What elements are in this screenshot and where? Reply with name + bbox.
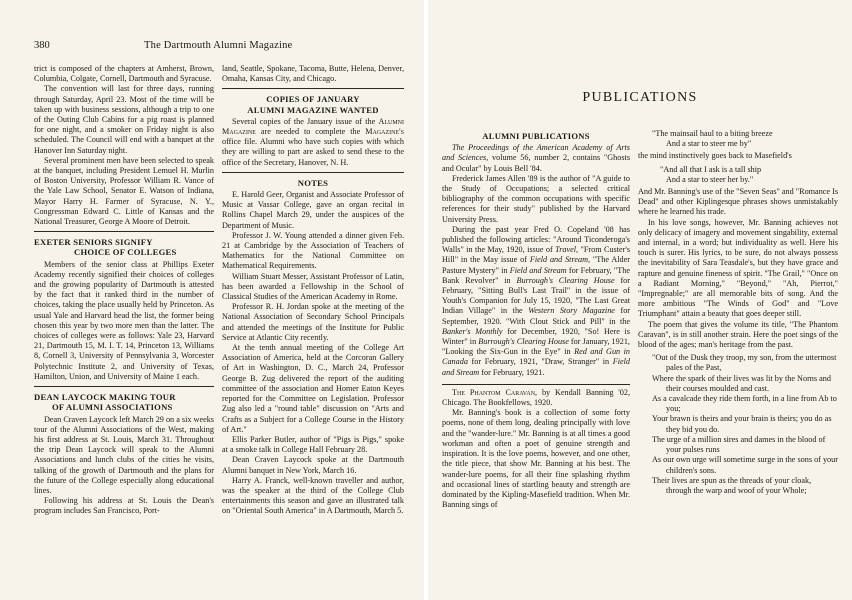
poem-quote (642, 353, 838, 496)
poem-line: As a cavalcade they ride them forth, in a line from Ab to you; (652, 394, 837, 414)
running-title: The Dartmouth Alumni Magazine (144, 40, 293, 51)
poem-line: Where the spark of their lives was lit by the Norns and their courses moulded and cast. (652, 373, 831, 393)
note-paragraph: Ellis Parker Butler, author of "Pigs is Pigs," spoke at a smoke talk in College Hall February 28. (222, 434, 404, 455)
note-paragraph: William Stuart Messer, Assistant Professor of Latin, has been awarded a Fellowship in the School of Classical Studies of the American Academy in Rome. (222, 271, 404, 302)
article-heading (34, 237, 214, 257)
page-number: 380 (34, 40, 50, 51)
poem-line: "The mainsail haul to a biting breeze (652, 129, 773, 138)
heading-line: DEAN LAYCOCK MAKING TOUR (34, 392, 176, 403)
left-column-1 (34, 64, 214, 517)
poem-line: Your brawn is theirs and your brain is theirs; you do as they bid you do. (652, 414, 832, 434)
poem-quote (652, 129, 838, 149)
heading-line: ALUMNI MAGAZINE WANTED (247, 104, 379, 115)
notes-heading: NOTES (297, 177, 329, 188)
poem-quote (652, 165, 838, 185)
article-heading (34, 392, 214, 412)
heading-line: OF ALUMNI ASSOCIATIONS (52, 402, 173, 413)
note-paragraph: E. Harold Geer, Organist and Associate Professor of Music at Vassar College, gave an organ recital in Rollins Chapel March 29, under the auspices of the Department of Music. (222, 190, 404, 230)
heading-line: CHOICE OF COLLEGES (74, 247, 177, 258)
heading-line: EXETER SENIORS SIGNIFY (34, 237, 153, 248)
note-paragraph: Harry A. Franck, well-known traveller and author, was the speaker at the third of the College Club entertainments this season and gave an illustrated talk on "Oriental South America" in A Dartmouth, March 5. (222, 475, 404, 516)
poem-line: And a star to steer her by." (666, 174, 754, 184)
paragraph: The Proceedings of the American Academy of Arts and Sciences, volume 56, number 2, contains "Ghosts and Ocular" by Louis Bell '84. (442, 143, 631, 173)
note-paragraph: Professor R. H. Jordan spoke at the meeting of the National Association of Secondary School Principals and attended the meetings of the Institute for Public Service at Atlantic City recently. (222, 302, 404, 342)
left-page (0, 0, 424, 600)
left-column-2 (222, 64, 404, 517)
paragraph: Several copies of the January issue of the Alumni Magazine are needed to complete the Magazine's office file. Alumni who have such copies with which they are willing to part are asked to send these to the office of the Secretary, Hanover, N. H. (222, 116, 405, 167)
paragraph: Mr. Banning's book is a collection of some forty poems, none of them long, dealing principally with love and the "wander-lure." Mr. Banning is at all times a good workman and often a poet of genuine strength and inspiration. It is the love poems, however, and one other, the title piece, that show Mr. Banning at his best. The wander-lure poems, for all their fine splashing rhythm and occasional lines of startling beauty and strength are dominated by the Kipling-Masefield tradition. When Mr. Banning sings of (442, 408, 630, 510)
poem-line: As our own urge will sometime surge in the sons of your children's sons. (652, 455, 838, 475)
note-paragraph: At the tenth annual meeting of the College Art Association of America, held at the Corcoran Gallery of Art in Washington, D. C., March 24, Professor George B. Zug delivered the report of the auditing committee of the association and Homer Eaton Keyes reported for the Committee on Legislation. Professor Zug also led a "round table" discussion on "Arts and Crafts as a Subject for a College Course in the History of Art." (222, 343, 404, 434)
paragraph: And Mr. Banning's use of the "Seven Seas" and "Romance Is Dead" and other Kiplingesque phrases shows unmistakably where he learned his trade. (638, 187, 839, 217)
note-paragraph: Professor J. W. Young attended a dinner given Feb. 21 at Cambridge by the Association of Teachers of Mathematics for the National Committee on Mathematical Requirements. (222, 230, 404, 271)
article-heading: ALUMNI PUBLICATIONS (482, 131, 590, 141)
paragraph: trict is composed of the chapters at Amherst, Brown, Columbia, Colgate, Cornell, Dartmouth and Syracuse. (34, 64, 214, 84)
divider (222, 88, 404, 89)
divider (34, 386, 214, 387)
section-title: PUBLICATIONS (582, 90, 698, 105)
divider (222, 172, 404, 173)
poem-line: And a star to steer me by" (666, 139, 752, 149)
heading-line: COPIES OF JANUARY (266, 94, 360, 105)
paragraph: the mind instinctively goes back to Masefield's (638, 151, 792, 161)
paragraph: During the past year Fred O. Copeland '08 has published the following articles: "Around Ticonderoga's Walls" in the May, 1920, issue of Travel, "From Custer's Hill" in the May issue of Field and Stream, "The Alder Pasture Mystery" in Field and Stream for February, "The Bank Revolver" in Burrough's Clearing House for February, "Sitting Bull's Last Trail" in the issue of Youth's Companion for July 15, 1920, "The Last Great Indian Village" in the Western Story Magazine for September, 1920. "With Clout Stick and Pill" in the Banker's Monthly for December, 1920, "So! Here is Winter" in Burrough's Clearing House for January, 1921, "Looking the Six-Gun in the Eye" in Red and Gun in Canada for February, 1921, "Draw, Stranger" in Field and Stream for February, 1921. (442, 224, 631, 377)
paragraph: Frederick James Allen '89 is the author of "A guide to the Study of Occupations; a selected critical bibliography of the common occupations with specific references for their study" published by the Harvard University Press. (442, 173, 630, 224)
divider (442, 384, 630, 385)
paragraph: Dean Craven Laycock left March 29 on a six weeks tour of the Alumni Associations of the West, making his first address at St. Louis, March 31. Throughout the trip Dean Laycock will speak to the Alumni Associations and lunch clubs of the cities he visits, talking of the growth of Dartmouth and the plans for the future of the College especially along educational lines. (34, 414, 214, 495)
paragraph: Several prominent men have been selected to speak at the banquet, including President Lemuel H. Murlin of Boston University, Professor William R. Vance of the Yale Law School, Senator E. Watson of Indiana, Mayor Harry H. Farmer of Syracuse, N. Y., Congressman Edward C. Little of Kansas and the National Treasurer, George A Moore of Detroit. (34, 155, 214, 227)
right-column-1 (442, 126, 630, 510)
right-page (428, 0, 852, 600)
poem-line: "And all that I ask is a tall ship (660, 164, 762, 174)
poem-line: The urge of a million sires and dames in the blood of your pulses runs (652, 434, 826, 455)
note-paragraph: Dean Craven Laycock spoke at the Dartmouth Alumni banquet in New York, March 16. (222, 455, 404, 475)
paragraph: The Phantom Caravan, by Kendall Banning '02, Chicago. The Bookfellows, 1920. (442, 387, 631, 408)
divider (34, 231, 214, 232)
paragraph: Members of the senior class at Phillips Exeter Academy recently signified their choices of colleges and the growing popularity of Dartmouth is attested by the fact that it ranked third in the number of choices, taking the place usually held by Princeton. As usual Yale and Harvard head the list, the former being chosen this year by two more men than the latter. The choices of colleges were as follows: Yale 23, Harvard 21, Dartmouth 15, M. I. T. 14, Princeton 13, Williams 8, Cornell 3, University of Pennsylvania 3, Worcester Polytechnic Institute 2, and University of Texas, Hamilton, Union, and University of Maine 1 each. (34, 259, 214, 381)
paragraph: The poem that gives the volume its title, "The Phantom Caravan", is in still another strain. Here the poet sings of the blood of the ages; man's heritage from the past. (638, 319, 838, 350)
paragraph: land, Seattle, Spokane, Tacoma, Butte, Helena, Denver, Omaha, Kansas City, and Chicago. (222, 64, 404, 84)
poem-line: "Out of the Dusk they troop, my son, from the uttermost pales of the Past, (652, 353, 837, 373)
right-column-2 (638, 126, 838, 498)
poem-line: Their lives are spun as the threads of your cloak, through the warp and woof of your Whole; (652, 475, 812, 495)
paragraph: The convention will last for three days, running through Saturday, April 23. Most of the time will be taken up with business sessions, although a trip to one of the Outing Club Cabins for a pig roast is planned for one night, and a smoker on Friday night is also scheduled. The Council will end with a banquet at the Hanover Inn Saturday night. (34, 84, 214, 155)
article-heading (222, 94, 404, 114)
paragraph: Following his address at St. Louis the Dean's program includes San Francisco, Port- (34, 496, 214, 516)
paragraph: In his love songs, however, Mr. Banning achieves not only delicacy of imagery and movement singability, external and internal, in a word; but individuality as well. Here his touch is surer. His lyrics, to be sure, do not always possess the inevitability of Sara Teasdale's, but they have grace and rapture and genuine fineness of spirit. "The Grail," "Once on a Radiant Morning," "Beyond," "Ah, Pierrot," "Impregnable;" are all memorable bits of song. And the more ambitious "The Winds of God" and "Love Triumphant" attain a beauty that goes deeper still. (638, 217, 838, 319)
